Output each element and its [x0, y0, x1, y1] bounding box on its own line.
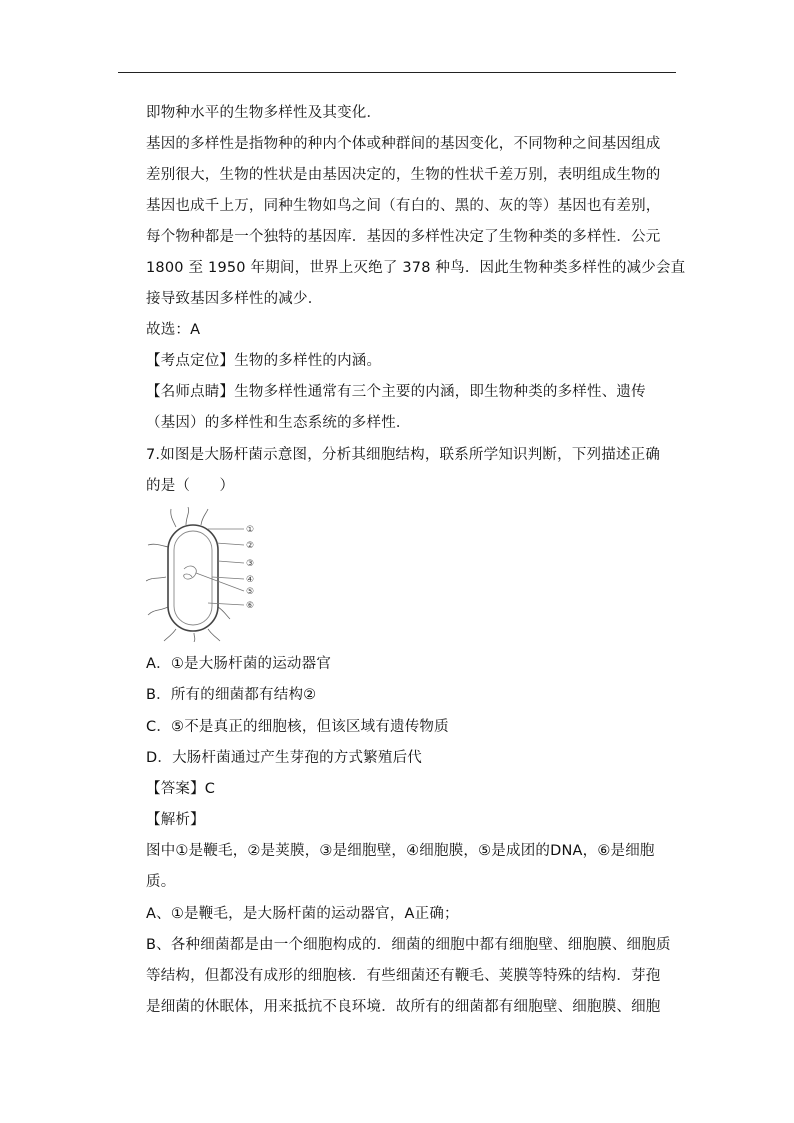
- analysis-line: A、①是鞭毛，是大肠杆菌的运动器官，A正确；: [146, 906, 459, 922]
- analysis-line: 图中①是鞭毛，②是荚膜，③是细胞壁，④细胞膜，⑤是成团的DNA，⑥是细胞: [146, 843, 655, 859]
- figure-label: ⑥: [246, 601, 255, 611]
- text-line: 差别很大，生物的性状是由基因决定的，生物的性状千差万别，表明组成生物的: [146, 167, 661, 183]
- analysis-line: 等结构，但都没有成形的细胞核．有些细菌还有鞭毛、荚膜等特殊的结构．芽孢: [146, 968, 661, 984]
- question-text: 7.如图是大肠杆菌示意图，分析其细胞结构，联系所学知识判断，下列描述正确: [146, 447, 661, 463]
- cell-wall-outline: [168, 525, 218, 631]
- option-c: C．⑤不是真正的细胞核，但该区域有遗传物质: [146, 719, 449, 735]
- question-text: 的是（ ）: [146, 478, 235, 494]
- text-line: 【名师点睛】生物多样性通常有三个主要的内涵，即生物种类的多样性、遗传: [146, 384, 646, 400]
- analysis-line: 质。: [146, 874, 176, 890]
- figure-label: ①: [246, 525, 255, 535]
- option-d: D．大肠杆菌通过产生芽孢的方式繁殖后代: [146, 750, 422, 766]
- text-line: 接导致基因多样性的减少．: [146, 291, 323, 307]
- text-line: 基因也成千上万，同种生物如鸟之间（有白的、黑的、灰的等）基因也有差别，: [146, 198, 661, 214]
- header-rule: [118, 72, 676, 73]
- option-a: A．①是大肠杆菌的运动器官: [146, 656, 332, 672]
- answer-line: 【答案】C: [146, 781, 216, 797]
- figure-label: ④: [246, 575, 255, 585]
- ecoli-diagram: [146, 507, 264, 642]
- figure-label: ③: [246, 559, 255, 569]
- text-line: 基因的多样性是指物种的种内个体或种群间的基因变化，不同物种之间基因组成: [146, 136, 661, 152]
- analysis-line: 是细菌的休眠体，用来抵抗不良环境．故所有的细菌都有细胞壁、细胞膜、细胞: [146, 999, 661, 1015]
- text-line: 1800 至 1950 年期间，世界上灭绝了 378 种鸟．因此生物种类多样性的减少会直: [146, 260, 686, 276]
- analysis-line: B、各种细菌都是由一个细胞构成的．细菌的细胞中都有细胞壁、细胞膜、细胞质: [146, 937, 671, 953]
- leader-lines: [196, 529, 244, 605]
- cell-membrane-outline: [174, 531, 212, 625]
- text-line: 即物种水平的生物多样性及其变化．: [146, 105, 382, 121]
- text-line: 故选：A: [146, 322, 201, 338]
- text-line: （基因）的多样性和生态系统的多样性．: [146, 415, 411, 431]
- text-line: 每个物种都是一个独特的基因库．基因的多样性决定了生物种类的多样性．公元: [146, 229, 661, 245]
- text-line: 【考点定位】生物的多样性的内涵。: [146, 353, 382, 369]
- figure-label: ⑤: [246, 587, 255, 597]
- option-b: B．所有的细菌都有结构②: [146, 687, 317, 703]
- analysis-heading: 【解析】: [146, 812, 205, 828]
- dna-region: [184, 566, 197, 579]
- figure-label: ②: [246, 541, 255, 551]
